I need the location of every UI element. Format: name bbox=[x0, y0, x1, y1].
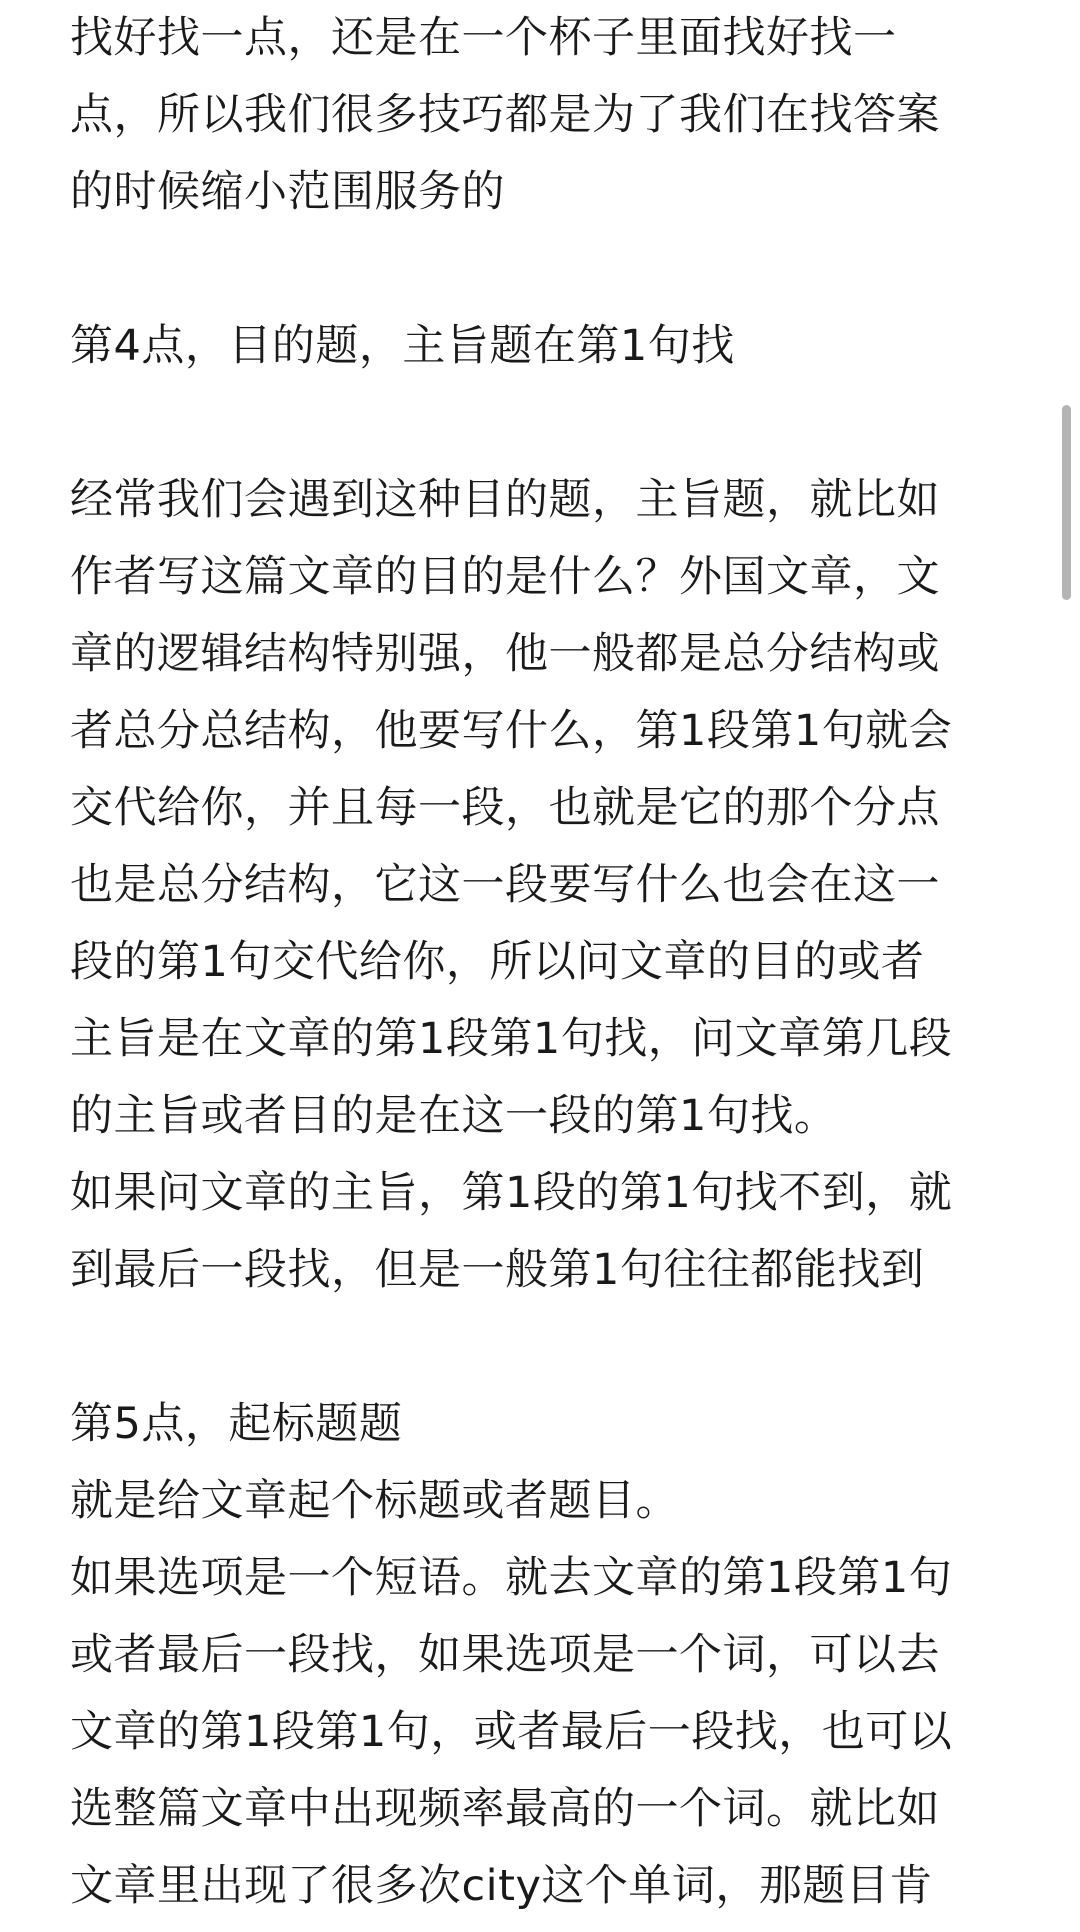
text-line: 点，所以我们很多技巧都是为了我们在找答案 bbox=[70, 90, 940, 140]
text-line: 或者最后一段找，如果选项是一个词，可以去 bbox=[70, 1630, 940, 1680]
paragraph-spacer bbox=[70, 1309, 1010, 1386]
text-line: 交代给你，并且每一段，也就是它的那个分点 bbox=[70, 783, 940, 833]
text-line: 到最后一段找，但是一般第1句往往都能找到 bbox=[70, 1245, 925, 1295]
text-line: 的时候缩小范围服务的 bbox=[70, 167, 505, 217]
text-line: 主旨是在文章的第1段第1句找，问文章第几段 bbox=[70, 1014, 953, 1064]
text-line: 章的逻辑结构特别强，他一般都是总分结构或 bbox=[70, 629, 940, 679]
text-line: 如果问文章的主旨，第1段的第1句找不到，就 bbox=[70, 1168, 953, 1218]
text-line: 作者写这篇文章的目的是什么？外国文章，文 bbox=[70, 552, 940, 602]
paragraph-title-questions bbox=[70, 1463, 1010, 1925]
section-heading-point-5: 第5点，起标题题 bbox=[70, 1399, 403, 1449]
paragraph-purpose-questions bbox=[70, 462, 1010, 1309]
text-line: 选整篇文章中出现频率最高的一个词。就比如 bbox=[70, 1784, 940, 1834]
text-line: 如果选项是一个短语。就去文章的第1段第1句 bbox=[70, 1553, 953, 1603]
vertical-scrollbar-thumb[interactable] bbox=[1062, 405, 1071, 600]
article-body bbox=[70, 0, 1010, 1925]
paragraph-spacer bbox=[70, 385, 1010, 462]
text-line: 者总分总结构，他要写什么，第1段第1句就会 bbox=[70, 706, 953, 756]
text-line: 段的第1句交代给你，所以问文章的目的或者 bbox=[70, 937, 925, 987]
text-line: 就是给文章起个标题或者题目。 bbox=[70, 1476, 679, 1526]
section-heading-point-4: 第4点，目的题，主旨题在第1句找 bbox=[70, 321, 735, 371]
paragraph-narrowing-range bbox=[70, 0, 1010, 231]
text-line: 找好找一点，还是在一个杯子里面找好找一 bbox=[70, 13, 897, 63]
text-line: 文章的第1段第1句，或者最后一段找，也可以 bbox=[70, 1707, 953, 1757]
text-line: 文章里出现了很多次city这个单词，那题目肯 bbox=[70, 1861, 933, 1911]
text-line: 的主旨或者目的是在这一段的第1句找。 bbox=[70, 1091, 838, 1141]
text-line: 经常我们会遇到这种目的题，主旨题，就比如 bbox=[70, 475, 940, 525]
text-line: 也是总分结构，它这一段要写什么也会在这一 bbox=[70, 860, 940, 910]
paragraph-spacer bbox=[70, 231, 1010, 308]
